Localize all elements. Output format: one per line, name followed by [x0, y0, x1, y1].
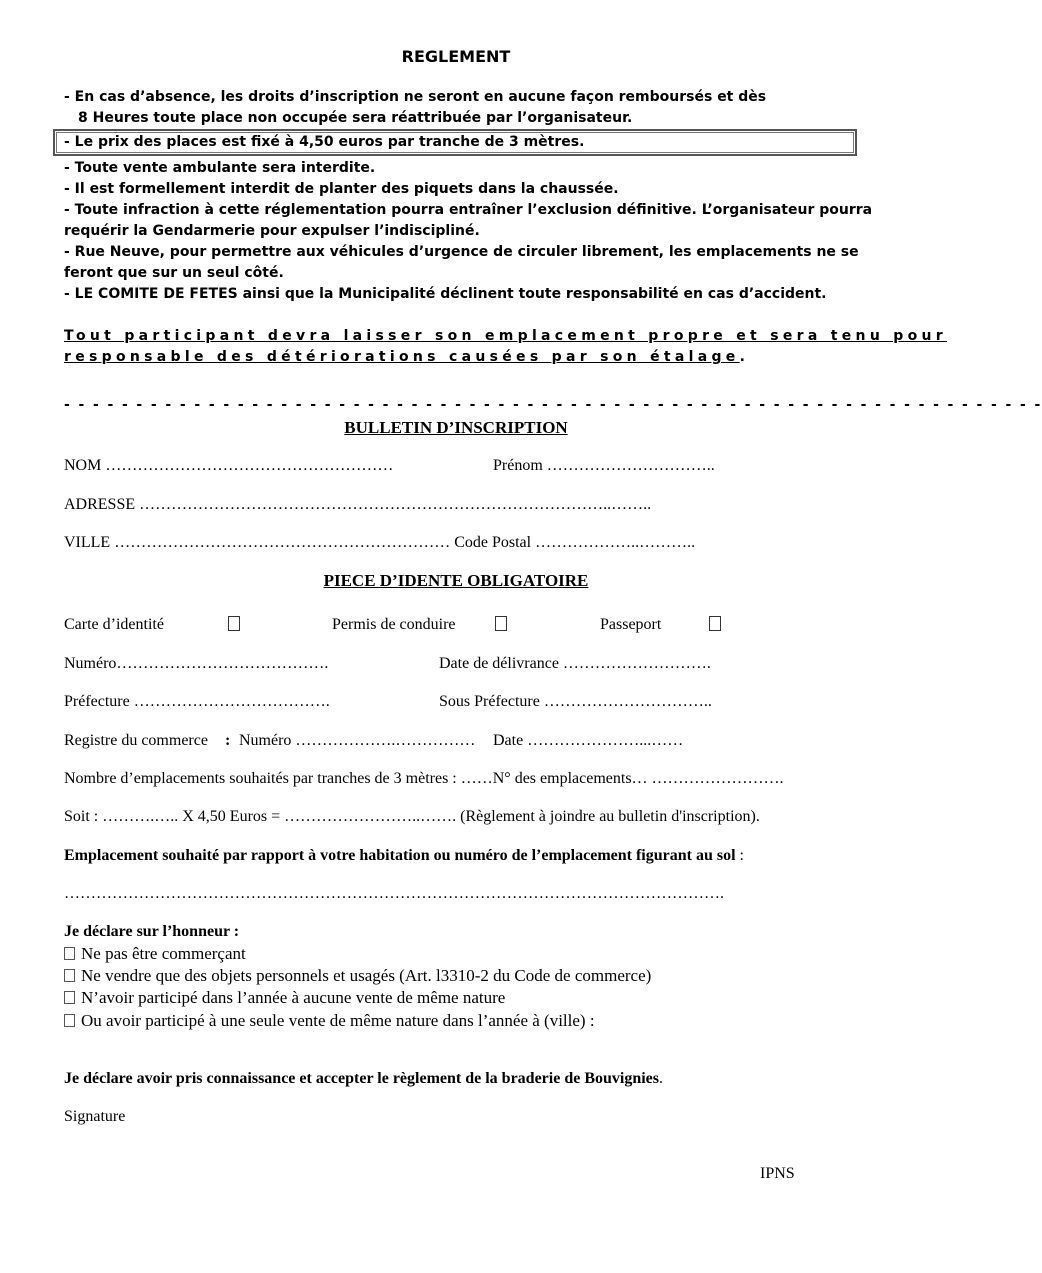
permis-checkbox[interactable] [495, 616, 507, 635]
ipns-label: IPNS [760, 1165, 795, 1182]
prenom-field[interactable]: Prénom ………………………….. [493, 457, 715, 474]
rule-line: - Il est formellement interdit de planter des piquets dans la chaussée. [64, 181, 619, 197]
emplacement-label: Emplacement souhaité par rapport à votre habitation ou numéro de l’emplacement figurant au sol [64, 847, 736, 864]
emplacement-field[interactable]: ……………………………………………………………………………………………………………. [64, 885, 724, 902]
rule-line: - Toute infraction à cette réglementation pourra entraîner l’exclusion définitive. L’organisateur pourra [64, 202, 873, 218]
rule-line: - En cas d’absence, les droits d’inscription ne seront en aucune façon remboursés et dès [64, 89, 767, 105]
ville-codepostal-field[interactable]: VILLE ……………………………………………………… Code Postal ………………..……….. [64, 534, 696, 551]
rule-line: - Rue Neuve, pour permettre aux véhicules d’urgence de circuler librement, les emplacements ne se [64, 244, 859, 260]
sous-prefecture-field[interactable]: Sous Préfecture ………………………….. [439, 693, 712, 710]
accept-statement [64, 1070, 663, 1088]
numero-field[interactable]: Numéro…………………………………. [64, 655, 329, 672]
adresse-field[interactable]: ADRESSE ……………………………………………………………………………..…….. [64, 496, 652, 513]
checkbox-icon[interactable] [64, 947, 75, 960]
notice-line: Tout participant devra laisser son emplacement propre et sera tenu pour [64, 328, 947, 344]
rule-line: - LE COMITE DE FETES ainsi que la Municipalité déclinent toute responsabilité en cas d’accident. [64, 286, 827, 302]
rule-line: 8 Heures toute place non occupée sera réattribuée par l’organisateur. [78, 110, 633, 126]
emplacement-colon: : [735, 847, 744, 864]
id-option-permis: Permis de conduire [332, 616, 456, 633]
checkbox-icon[interactable] [64, 969, 75, 982]
signature-label: Signature [64, 1108, 126, 1125]
nombre-emplacements-field[interactable]: Nombre d’emplacements souhaités par tranches de 3 mètres : ……N° des emplacements… ……………………. [64, 770, 784, 787]
registre-date-field[interactable]: Date …………………...…… [493, 732, 684, 749]
declaration-text: Ne vendre que des objets personnels et usagés (Art. l3310-2 du Code de commerce) [81, 966, 652, 985]
registre-label: Registre du commerce [64, 732, 208, 749]
bulletin-title: BULLETIN D’INSCRIPTION [344, 418, 568, 437]
notice-line [64, 349, 745, 365]
declare-title: Je déclare sur l’honneur : [64, 923, 240, 940]
declaration-text: Ne pas être commerçant [81, 944, 246, 963]
declaration-item[interactable] [64, 1011, 595, 1031]
registre-colon: : [225, 732, 231, 749]
declaration-item[interactable] [64, 988, 505, 1008]
checkbox-icon[interactable] [64, 991, 75, 1004]
notice-end: . [739, 349, 745, 365]
passeport-checkbox[interactable] [709, 616, 721, 635]
carte-identite-checkbox[interactable] [228, 616, 240, 635]
date-delivrance-field[interactable]: Date de délivrance ………………………. [439, 655, 711, 672]
rule-line: requérir la Gendarmerie pour expulser l’indiscipliné. [64, 223, 480, 239]
soit-calculation-field[interactable]: Soit : ……….….. X 4,50 Euros = ……………………..……. (Règlement à joindre au bulletin d'inscription). [64, 808, 760, 825]
piece-identite-title: PIECE D’IDENTE OBLIGATOIRE [323, 571, 589, 590]
prefecture-field[interactable]: Préfecture ………………………………. [64, 693, 330, 710]
accept-end: . [659, 1070, 663, 1087]
registre-numero-field[interactable]: Numéro ……………….…………… [239, 732, 476, 749]
cut-separator: - - - - - - - - - - - - - - - - - - - - - - - - - - - - - - - - - - - - - - - - - - - - - - - - - - - - - - - - - - - - - - - - - - - - [64, 397, 1042, 413]
declaration-text: Ou avoir participé à une seule vente de même nature dans l’année à (ville) : [81, 1011, 595, 1030]
id-option-carte: Carte d’identité [64, 616, 164, 633]
rule-line-price: - Le prix des places est fixé à 4,50 euros par tranche de 3 mètres. [64, 134, 585, 150]
declaration-item[interactable] [64, 944, 246, 964]
nom-field[interactable]: NOM ……………………………………………… [64, 457, 394, 474]
notice-text: responsable des détériorations causées par son étalage [64, 349, 740, 365]
rule-line: - Toute vente ambulante sera interdite. [64, 160, 376, 176]
declaration-text: N’avoir participé dans l’année à aucune vente de même nature [81, 988, 506, 1007]
checkbox-icon[interactable] [64, 1014, 75, 1027]
declaration-item[interactable] [64, 966, 651, 986]
emplacement-souhaite [64, 847, 744, 865]
rule-line: feront que sur un seul côté. [64, 265, 284, 281]
page-title: REGLEMENT [401, 47, 511, 66]
accept-text: Je déclare avoir pris connaissance et accepter le règlement de la braderie de Bouvignies [64, 1070, 659, 1087]
id-option-passeport: Passeport [600, 616, 662, 633]
